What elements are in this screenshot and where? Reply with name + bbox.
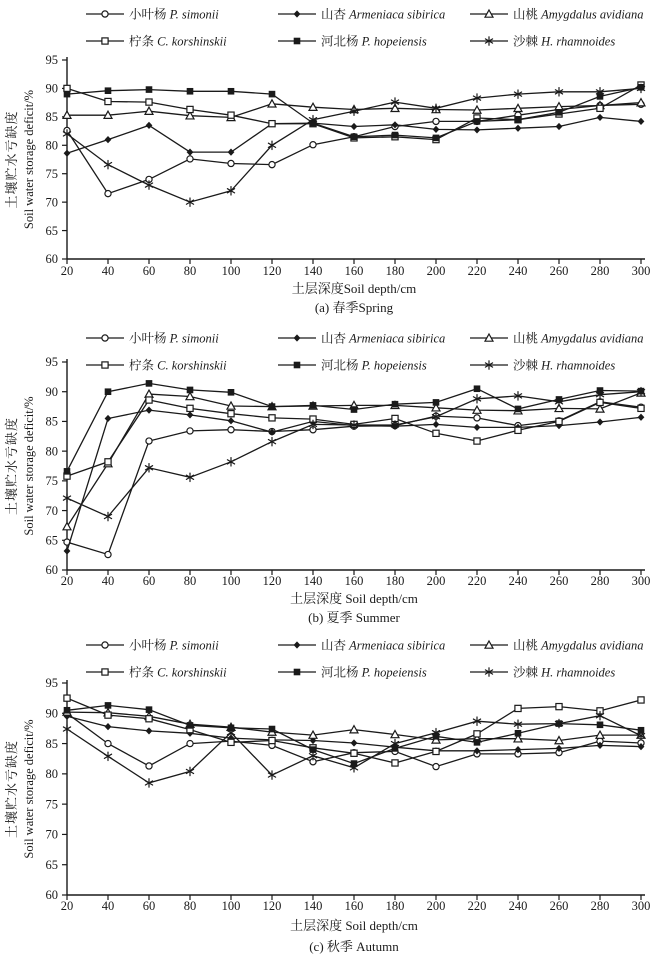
x-tick-label: 280 xyxy=(590,264,610,278)
filled-square-legend-icon xyxy=(294,669,301,676)
filled-diamond-legend-icon xyxy=(294,10,301,17)
data-point-filled-square xyxy=(146,706,153,713)
y-tick-label: 95 xyxy=(45,676,58,691)
legend-label-5: 河北杨 P. hopeiensis xyxy=(321,665,427,680)
legend-item-6 xyxy=(470,357,615,372)
data-point-asterisk xyxy=(63,725,70,733)
data-point-open-circle xyxy=(228,427,234,433)
x-axis-title: 土层深度 Soil depth/cm xyxy=(290,918,418,933)
chart-block-autumn xyxy=(0,630,670,963)
data-point-open-square xyxy=(146,397,152,403)
data-point-filled-diamond xyxy=(351,123,358,130)
data-point-filled-square xyxy=(392,132,399,139)
data-point-open-square xyxy=(515,705,521,711)
legend-label-1: 小叶杨 P. simonii xyxy=(129,331,219,346)
data-point-filled-square xyxy=(474,739,481,746)
x-tick-label: 280 xyxy=(590,899,610,913)
series-line xyxy=(67,410,641,551)
legend-label-4: 柠条 C. korshinskii xyxy=(129,665,227,680)
y-tick-label: 60 xyxy=(45,888,58,903)
x-tick-label: 120 xyxy=(262,899,282,913)
x-tick-label: 160 xyxy=(344,574,364,588)
data-point-open-square xyxy=(146,99,152,105)
x-tick-label: 260 xyxy=(549,264,569,278)
axes xyxy=(46,53,651,278)
chart-block-summer xyxy=(0,322,670,630)
data-point-filled-diamond xyxy=(187,149,194,156)
legend-label-4: 柠条 C. korshinskii xyxy=(129,34,227,49)
x-tick-label: 280 xyxy=(590,574,610,588)
data-point-open-square xyxy=(556,418,562,424)
data-point-open-circle xyxy=(187,428,193,434)
data-point-open-square xyxy=(474,731,480,737)
filled-square-legend-icon xyxy=(294,38,301,45)
data-point-filled-diamond xyxy=(146,407,153,414)
legend-item-1 xyxy=(86,330,219,345)
data-point-open-circle xyxy=(146,438,152,444)
data-point-open-square xyxy=(433,748,439,754)
data-point-filled-diamond xyxy=(105,415,112,422)
legend-item-5 xyxy=(278,664,427,679)
x-tick-label: 260 xyxy=(549,899,569,913)
x-tick-label: 200 xyxy=(426,899,446,913)
open-circle-legend-icon xyxy=(102,642,108,648)
data-point-filled-square xyxy=(474,385,481,392)
data-point-open-square xyxy=(351,750,357,756)
x-tick-label: 200 xyxy=(426,574,446,588)
data-point-filled-square xyxy=(515,406,522,413)
data-point-filled-square xyxy=(269,726,276,733)
x-tick-label: 160 xyxy=(344,899,364,913)
data-point-open-square xyxy=(228,112,234,118)
data-point-open-square xyxy=(105,712,111,718)
data-point-open-square xyxy=(597,399,603,405)
data-point-asterisk xyxy=(268,437,275,445)
legend-label-6: 沙棘 H. rhamnoides xyxy=(513,665,616,680)
legend xyxy=(86,330,644,372)
legend-item-3 xyxy=(470,330,644,345)
y-tick-label: 70 xyxy=(45,827,58,842)
data-point-asterisk xyxy=(104,752,111,760)
y-axis-title-en: Soil water storage deficit/% xyxy=(22,396,36,536)
data-point-filled-square xyxy=(64,468,71,475)
legend-item-4 xyxy=(86,33,227,48)
data-point-filled-square xyxy=(187,722,194,729)
data-point-filled-square xyxy=(269,91,276,98)
x-tick-label: 120 xyxy=(262,264,282,278)
data-point-filled-diamond xyxy=(474,126,481,133)
data-point-open-circle xyxy=(269,162,275,168)
data-point-filled-diamond xyxy=(228,417,235,424)
y-tick-label: 80 xyxy=(45,767,58,782)
data-point-filled-diamond xyxy=(105,136,112,143)
y-tick-label: 75 xyxy=(45,474,58,489)
data-point-asterisk xyxy=(227,458,234,466)
data-point-filled-square xyxy=(187,387,194,394)
data-point-filled-square xyxy=(433,399,440,406)
data-point-open-square xyxy=(187,106,193,112)
x-tick-label: 220 xyxy=(467,574,487,588)
open-square-legend-icon xyxy=(102,669,108,675)
x-tick-label: 140 xyxy=(303,574,323,588)
data-point-filled-square xyxy=(515,116,522,123)
data-point-filled-diamond xyxy=(597,114,604,121)
data-point-filled-diamond xyxy=(433,421,440,428)
x-tick-label: 300 xyxy=(631,264,651,278)
legend-label-1: 小叶杨 P. simonii xyxy=(129,7,219,22)
data-point-open-square xyxy=(187,405,193,411)
data-point-open-square xyxy=(146,716,152,722)
legend-label-3: 山桃 Amygdalus avidiana xyxy=(513,7,644,22)
x-tick-label: 20 xyxy=(60,899,74,913)
y-tick-label: 80 xyxy=(45,138,58,153)
data-point-filled-diamond xyxy=(638,414,645,421)
data-point-open-square xyxy=(228,739,234,745)
x-tick-label: 300 xyxy=(631,574,651,588)
data-point-open-square xyxy=(64,85,70,91)
data-point-open-circle xyxy=(433,118,439,124)
x-tick-label: 60 xyxy=(142,899,156,913)
data-point-filled-square xyxy=(474,118,481,125)
data-point-open-square xyxy=(269,737,275,743)
y-tick-label: 95 xyxy=(45,355,58,370)
x-axis-title: 土层深度Soil depth/cm xyxy=(291,281,417,296)
x-tick-label: 100 xyxy=(221,899,241,913)
data-point-asterisk xyxy=(186,198,193,206)
x-tick-label: 60 xyxy=(142,574,156,588)
data-point-filled-diamond xyxy=(228,149,235,156)
data-point-filled-diamond xyxy=(187,411,194,418)
chart-block-spring xyxy=(0,0,670,322)
x-tick-label: 20 xyxy=(60,264,74,278)
legend-item-5 xyxy=(278,357,427,372)
data-point-filled-square xyxy=(392,401,399,408)
data-point-open-square xyxy=(433,430,439,436)
x-tick-label: 180 xyxy=(385,264,405,278)
data-point-filled-square xyxy=(351,406,358,413)
legend-label-4: 柠条 C. korshinskii xyxy=(129,358,227,373)
data-point-filled-square xyxy=(64,91,71,98)
data-point-open-circle xyxy=(228,160,234,166)
legend-label-5: 河北杨 P. hopeiensis xyxy=(321,34,427,49)
legend-label-1: 小叶杨 P. simonii xyxy=(129,638,219,653)
data-point-filled-diamond xyxy=(105,723,112,730)
x-tick-label: 300 xyxy=(631,899,651,913)
legend-label-5: 河北杨 P. hopeiensis xyxy=(321,358,427,373)
y-tick-label: 60 xyxy=(45,563,58,578)
legend-item-6 xyxy=(470,664,615,679)
y-tick-label: 75 xyxy=(45,797,58,812)
data-point-open-square xyxy=(556,704,562,710)
legend-item-2 xyxy=(278,637,445,652)
x-tick-label: 240 xyxy=(508,899,528,913)
data-point-filled-diamond xyxy=(146,122,153,129)
legend-item-3 xyxy=(470,637,644,652)
open-circle-legend-icon xyxy=(102,11,108,17)
data-point-filled-diamond xyxy=(64,150,71,157)
data-point-open-square xyxy=(105,459,111,465)
x-tick-label: 80 xyxy=(183,899,197,913)
data-point-open-triangle xyxy=(145,107,153,114)
data-point-filled-square xyxy=(105,388,112,395)
y-tick-label: 80 xyxy=(45,444,58,459)
data-point-open-circle xyxy=(105,740,111,746)
axes xyxy=(46,355,651,588)
data-point-open-square xyxy=(228,411,234,417)
data-point-open-square xyxy=(515,427,521,433)
legend-label-2: 山杏 Armeniaca sibirica xyxy=(321,331,446,346)
data-point-filled-diamond xyxy=(556,123,563,130)
data-point-open-square xyxy=(269,121,275,127)
filled-diamond-legend-icon xyxy=(294,641,301,648)
data-point-filled-diamond xyxy=(474,424,481,431)
data-point-filled-diamond xyxy=(638,118,645,125)
open-circle-legend-icon xyxy=(102,335,108,341)
y-tick-label: 90 xyxy=(45,706,58,721)
x-tick-label: 180 xyxy=(385,574,405,588)
legend-item-4 xyxy=(86,664,227,679)
data-point-open-square xyxy=(597,105,603,111)
x-tick-label: 40 xyxy=(101,574,115,588)
chart-caption: (b) 夏季 Summer xyxy=(308,610,400,625)
y-axis-title-en: Soil water storage deficit/% xyxy=(22,719,36,859)
filled-diamond-legend-icon xyxy=(294,334,301,341)
data-point-open-square xyxy=(64,695,70,701)
legend xyxy=(86,637,644,679)
series-line xyxy=(67,393,641,527)
legend-item-1 xyxy=(86,637,219,652)
data-point-asterisk xyxy=(145,779,152,787)
data-point-open-circle xyxy=(146,763,152,769)
data-point-filled-diamond xyxy=(433,126,440,133)
open-square-legend-icon xyxy=(102,362,108,368)
legend-item-1 xyxy=(86,6,219,21)
x-tick-label: 180 xyxy=(385,899,405,913)
x-tick-label: 20 xyxy=(60,574,74,588)
legend-label-2: 山杏 Armeniaca sibirica xyxy=(321,638,446,653)
x-axis-title: 土层深度 Soil depth/cm xyxy=(290,591,418,606)
data-point-filled-square xyxy=(146,86,153,93)
data-point-open-triangle xyxy=(63,523,71,530)
filled-square-legend-icon xyxy=(294,362,301,369)
legend-label-3: 山桃 Amygdalus avidiana xyxy=(513,638,644,653)
x-tick-label: 40 xyxy=(101,899,115,913)
data-point-open-square xyxy=(269,415,275,421)
y-tick-label: 85 xyxy=(45,414,58,429)
axes xyxy=(46,676,651,913)
x-tick-label: 80 xyxy=(183,574,197,588)
data-point-open-circle xyxy=(187,740,193,746)
data-point-filled-diamond xyxy=(597,418,604,425)
data-point-filled-square xyxy=(597,721,604,728)
y-tick-label: 90 xyxy=(45,384,58,399)
x-tick-label: 220 xyxy=(467,264,487,278)
y-axis-title-cn: 土壤贮水亏缺度 xyxy=(4,739,19,839)
chart-caption: (c) 秋季 Autumn xyxy=(309,939,399,954)
y-tick-label: 65 xyxy=(45,533,58,548)
legend-label-6: 沙棘 H. rhamnoides xyxy=(513,34,616,49)
x-tick-label: 120 xyxy=(262,574,282,588)
legend-item-5 xyxy=(278,33,427,48)
x-tick-label: 160 xyxy=(344,264,364,278)
x-tick-label: 60 xyxy=(142,264,156,278)
y-axis-title-en: Soil water storage deficit/% xyxy=(22,89,36,230)
data-point-filled-square xyxy=(515,730,522,737)
y-tick-label: 85 xyxy=(45,736,58,751)
y-tick-label: 75 xyxy=(45,166,58,181)
x-tick-label: 40 xyxy=(101,264,115,278)
legend-label-2: 山杏 Armeniaca sibirica xyxy=(321,7,446,22)
data-point-filled-square xyxy=(269,403,276,410)
data-point-open-circle xyxy=(474,415,480,421)
y-tick-label: 65 xyxy=(45,857,58,872)
legend-item-2 xyxy=(278,6,445,21)
series-line xyxy=(67,104,641,193)
chart-caption: (a) 春季Spring xyxy=(314,300,394,315)
data-point-filled-square xyxy=(146,380,153,387)
data-point-open-square xyxy=(638,697,644,703)
data-point-filled-diamond xyxy=(351,739,358,746)
y-tick-label: 65 xyxy=(45,223,58,238)
data-point-filled-square xyxy=(433,135,440,142)
x-tick-label: 80 xyxy=(183,264,197,278)
data-point-open-circle xyxy=(105,191,111,197)
chart-spring-canvas xyxy=(0,0,670,322)
legend-item-6 xyxy=(470,33,615,48)
legend-item-4 xyxy=(86,357,227,372)
data-point-filled-square xyxy=(556,109,563,116)
chart-autumn-canvas xyxy=(0,630,670,963)
data-point-open-circle xyxy=(433,763,439,769)
legend-item-3 xyxy=(470,6,644,21)
data-point-filled-square xyxy=(64,707,71,714)
y-tick-label: 85 xyxy=(45,110,58,125)
x-tick-label: 200 xyxy=(426,264,446,278)
legend-item-2 xyxy=(278,330,445,345)
data-point-filled-square xyxy=(351,133,358,140)
x-tick-label: 100 xyxy=(221,264,241,278)
data-point-filled-square xyxy=(105,702,112,709)
y-tick-label: 70 xyxy=(45,503,58,518)
data-point-open-triangle xyxy=(350,726,358,733)
data-point-filled-square xyxy=(228,389,235,396)
data-point-filled-square xyxy=(187,88,194,95)
x-tick-label: 240 xyxy=(508,574,528,588)
data-point-filled-diamond xyxy=(146,727,153,734)
data-point-open-square xyxy=(638,405,644,411)
x-tick-label: 140 xyxy=(303,264,323,278)
y-tick-label: 60 xyxy=(45,252,58,267)
y-tick-label: 95 xyxy=(45,53,58,68)
series-5 xyxy=(64,702,645,767)
data-point-open-square xyxy=(105,98,111,104)
legend xyxy=(86,6,644,48)
data-point-open-circle xyxy=(187,156,193,162)
data-point-filled-square xyxy=(228,88,235,95)
data-point-open-square xyxy=(392,760,398,766)
x-tick-label: 220 xyxy=(467,899,487,913)
y-axis-title-cn: 土壤贮水亏缺度 xyxy=(4,110,19,209)
data-point-filled-square xyxy=(310,402,317,409)
data-point-open-circle xyxy=(310,142,316,148)
data-point-asterisk xyxy=(104,160,111,168)
open-square-legend-icon xyxy=(102,38,108,44)
y-axis-title-cn: 土壤贮水亏缺度 xyxy=(4,416,19,516)
data-point-asterisk xyxy=(145,181,152,189)
x-tick-label: 260 xyxy=(549,574,569,588)
y-tick-label: 70 xyxy=(45,195,58,210)
data-point-filled-diamond xyxy=(64,547,71,554)
x-tick-label: 140 xyxy=(303,899,323,913)
data-point-asterisk xyxy=(63,494,70,502)
data-point-filled-diamond xyxy=(515,125,522,132)
chart-summer-canvas xyxy=(0,322,670,630)
x-tick-label: 240 xyxy=(508,264,528,278)
data-point-open-circle xyxy=(105,551,111,557)
x-tick-label: 100 xyxy=(221,574,241,588)
data-point-filled-square xyxy=(105,87,112,94)
y-tick-label: 90 xyxy=(45,81,58,96)
data-point-open-square xyxy=(474,438,480,444)
legend-label-6: 沙棘 H. rhamnoides xyxy=(513,358,616,373)
legend-label-3: 山桃 Amygdalus avidiana xyxy=(513,331,644,346)
